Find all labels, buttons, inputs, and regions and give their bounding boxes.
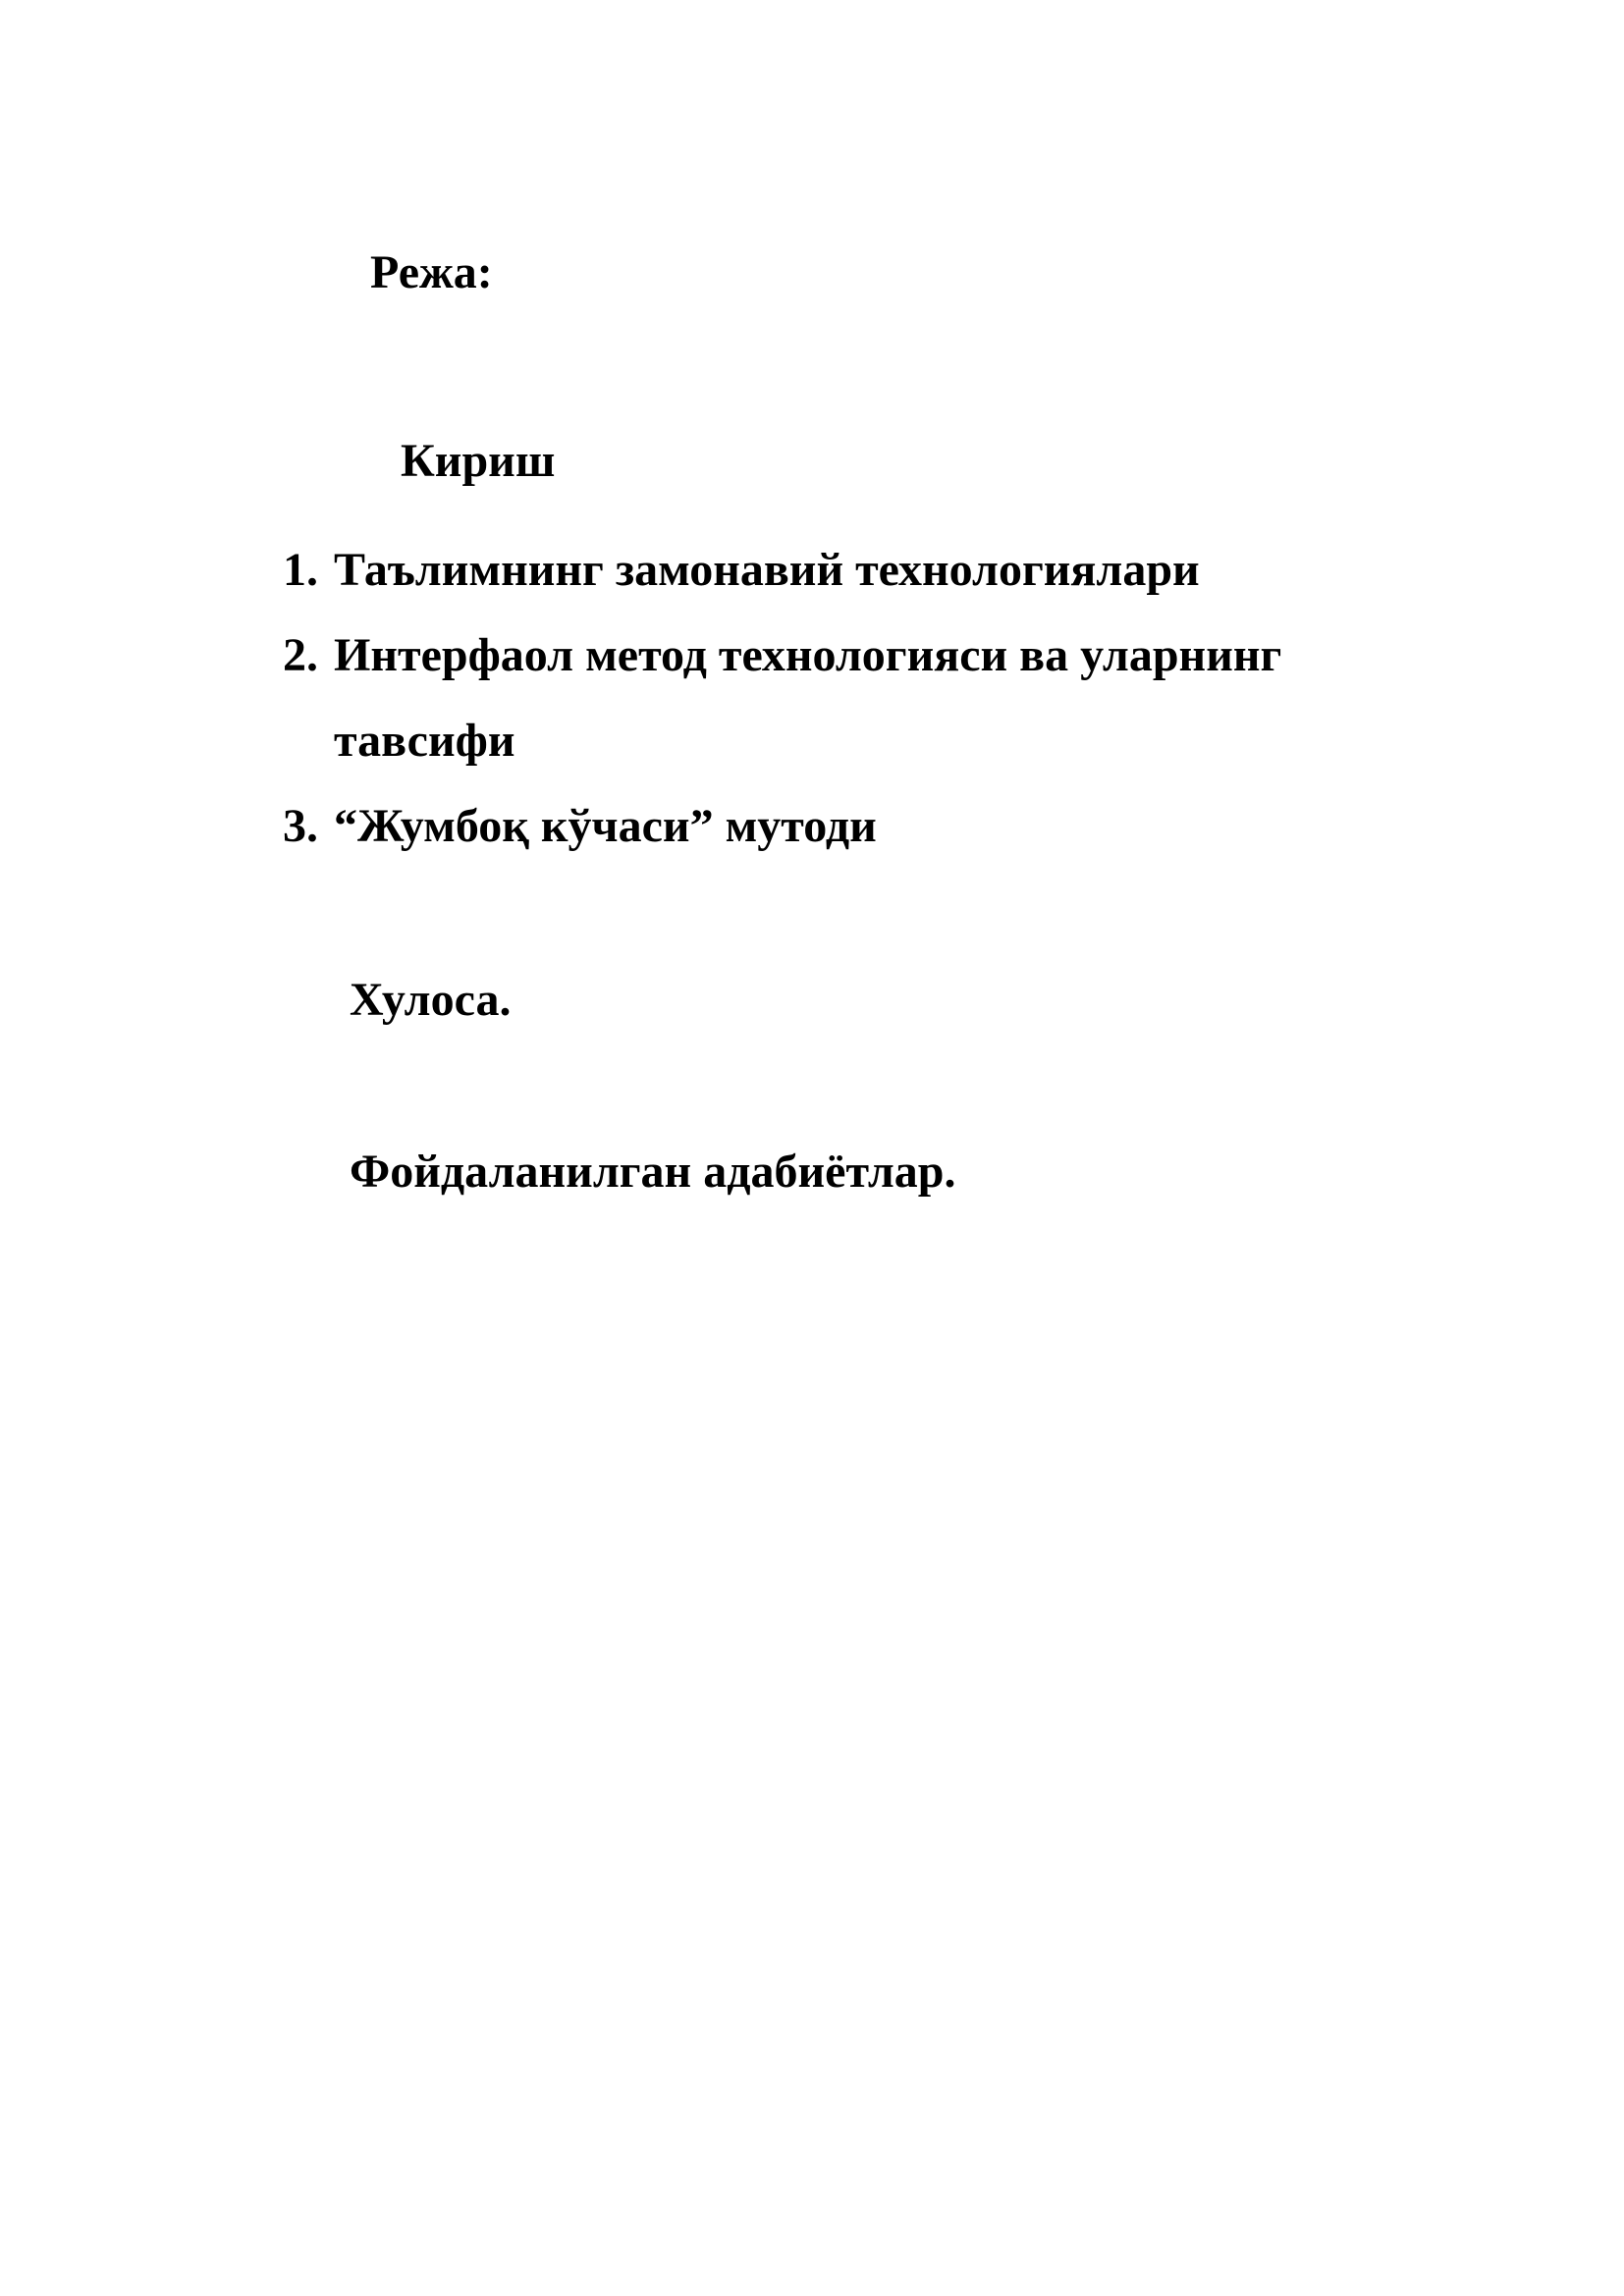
list-item-continuation: тавсифи — [334, 715, 515, 767]
plan-title: Режа: — [370, 246, 493, 298]
list-item-text: Интерфаол метод технологияси ва уларнинг — [334, 629, 1282, 681]
list-item-text: Таълимнинг замонавий технологиялари — [334, 544, 1200, 596]
list-item-number: 1. — [283, 544, 318, 596]
list-item — [283, 628, 1281, 683]
conclusion-heading: Хулоса. — [350, 974, 512, 1026]
list-item-text: “Жумбоқ кўчаси” мутоди — [334, 800, 877, 852]
list-item-number: 3. — [283, 800, 318, 852]
list-item — [283, 543, 1200, 598]
list-item — [283, 799, 877, 854]
list-item-number: 2. — [283, 629, 318, 681]
intro-heading: Кириш — [401, 435, 556, 487]
references-heading: Фойдаланилган адабиётлар. — [350, 1146, 956, 1198]
